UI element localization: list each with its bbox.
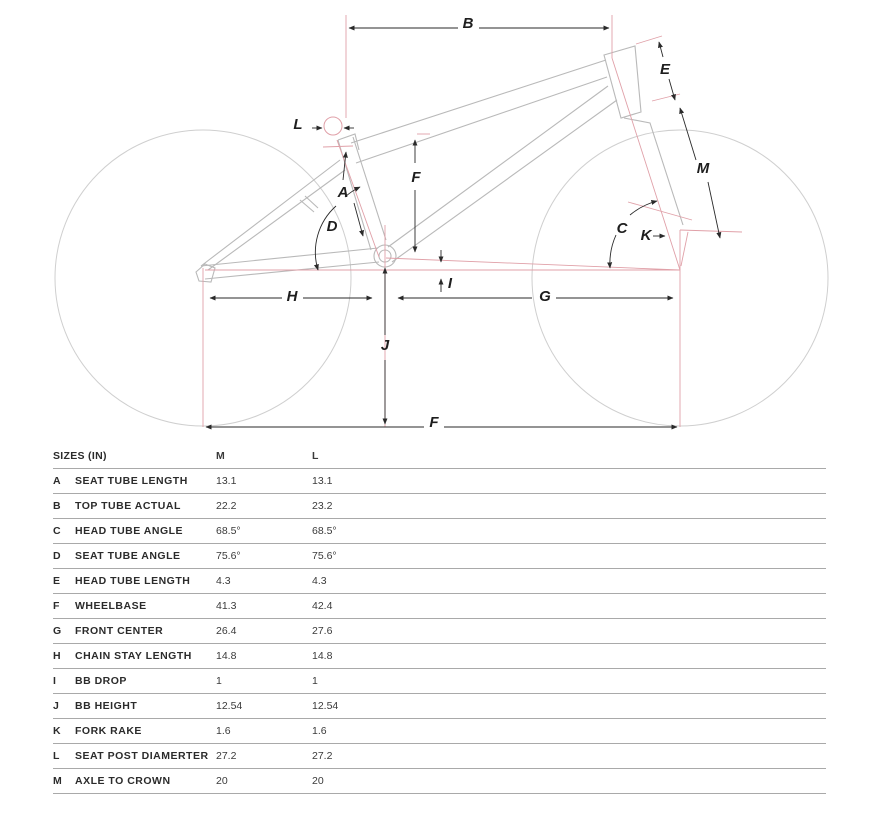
label-m: M xyxy=(696,159,710,177)
table-row xyxy=(53,544,826,569)
table-row xyxy=(53,669,826,694)
table-row xyxy=(53,719,826,744)
table-row xyxy=(53,469,826,494)
row-value-l: 42.4 xyxy=(312,594,826,619)
row-key: G xyxy=(53,619,75,644)
row-key: C xyxy=(53,519,75,544)
row-value-l: 13.1 xyxy=(312,469,826,494)
row-value-l: 20 xyxy=(312,769,826,794)
row-value-m: 1 xyxy=(216,669,312,694)
label-d: D xyxy=(326,217,338,235)
row-value-m: 68.5° xyxy=(216,519,312,544)
table-row xyxy=(53,744,826,769)
table-row xyxy=(53,569,826,594)
row-value-l: 1 xyxy=(312,669,826,694)
label-b: B xyxy=(462,14,474,32)
row-key: K xyxy=(53,719,75,744)
table-row xyxy=(53,494,826,519)
row-key: B xyxy=(53,494,75,519)
geometry-table xyxy=(53,444,826,794)
row-value-m: 12.54 xyxy=(216,694,312,719)
row-value-m: 27.2 xyxy=(216,744,312,769)
table-header-row xyxy=(53,444,826,469)
label-e: E xyxy=(659,60,671,78)
row-name: SEAT POST DIAMERTER xyxy=(75,744,216,769)
row-name: AXLE TO CROWN xyxy=(75,769,216,794)
row-name: WHEELBASE xyxy=(75,594,216,619)
label-f-bottom: F xyxy=(429,413,439,431)
table-row xyxy=(53,769,826,794)
row-value-l: 14.8 xyxy=(312,644,826,669)
row-key: F xyxy=(53,594,75,619)
table-body xyxy=(53,469,826,794)
label-f-top: F xyxy=(411,168,421,186)
row-value-l: 75.6° xyxy=(312,544,826,569)
label-a: A xyxy=(337,183,349,201)
table-row xyxy=(53,519,826,544)
row-name: BB HEIGHT xyxy=(75,694,216,719)
row-key: E xyxy=(53,569,75,594)
row-value-l: 27.2 xyxy=(312,744,826,769)
row-value-m: 13.1 xyxy=(216,469,312,494)
row-name: FRONT CENTER xyxy=(75,619,216,644)
header-size-l: L xyxy=(312,444,826,469)
row-value-l: 68.5° xyxy=(312,519,826,544)
header-sizes: SIZES (IN) xyxy=(53,444,216,469)
row-name: HEAD TUBE ANGLE xyxy=(75,519,216,544)
row-name: SEAT TUBE ANGLE xyxy=(75,544,216,569)
row-name: BB DROP xyxy=(75,669,216,694)
header-size-m: M xyxy=(216,444,312,469)
row-value-m: 75.6° xyxy=(216,544,312,569)
row-key: D xyxy=(53,544,75,569)
row-value-m: 22.2 xyxy=(216,494,312,519)
row-value-m: 26.4 xyxy=(216,619,312,644)
row-value-m: 14.8 xyxy=(216,644,312,669)
row-value-m: 41.3 xyxy=(216,594,312,619)
row-value-l: 4.3 xyxy=(312,569,826,594)
row-name: FORK RAKE xyxy=(75,719,216,744)
row-name: TOP TUBE ACTUAL xyxy=(75,494,216,519)
row-value-l: 1.6 xyxy=(312,719,826,744)
seat-post-circle xyxy=(324,117,342,135)
table-row xyxy=(53,694,826,719)
row-value-l: 27.6 xyxy=(312,619,826,644)
label-j: J xyxy=(380,336,390,354)
row-value-m: 1.6 xyxy=(216,719,312,744)
row-name: CHAIN STAY LENGTH xyxy=(75,644,216,669)
row-value-m: 20 xyxy=(216,769,312,794)
label-k: K xyxy=(640,226,652,244)
table-row xyxy=(53,644,826,669)
table-row xyxy=(53,619,826,644)
dimension-labels xyxy=(287,15,710,431)
row-key: I xyxy=(53,669,75,694)
row-key: A xyxy=(53,469,75,494)
row-name: HEAD TUBE LENGTH xyxy=(75,569,216,594)
row-value-l: 12.54 xyxy=(312,694,826,719)
row-value-l: 23.2 xyxy=(312,494,826,519)
row-key: M xyxy=(53,769,75,794)
label-i: I xyxy=(447,274,453,292)
row-value-m: 4.3 xyxy=(216,569,312,594)
label-c: C xyxy=(616,219,628,237)
bike-frame xyxy=(196,46,683,282)
label-g: G xyxy=(539,287,551,305)
row-key: H xyxy=(53,644,75,669)
row-name: SEAT TUBE LENGTH xyxy=(75,469,216,494)
label-l: L xyxy=(293,115,303,133)
row-key: L xyxy=(53,744,75,769)
table-row xyxy=(53,594,826,619)
row-key: J xyxy=(53,694,75,719)
label-h: H xyxy=(286,287,298,305)
